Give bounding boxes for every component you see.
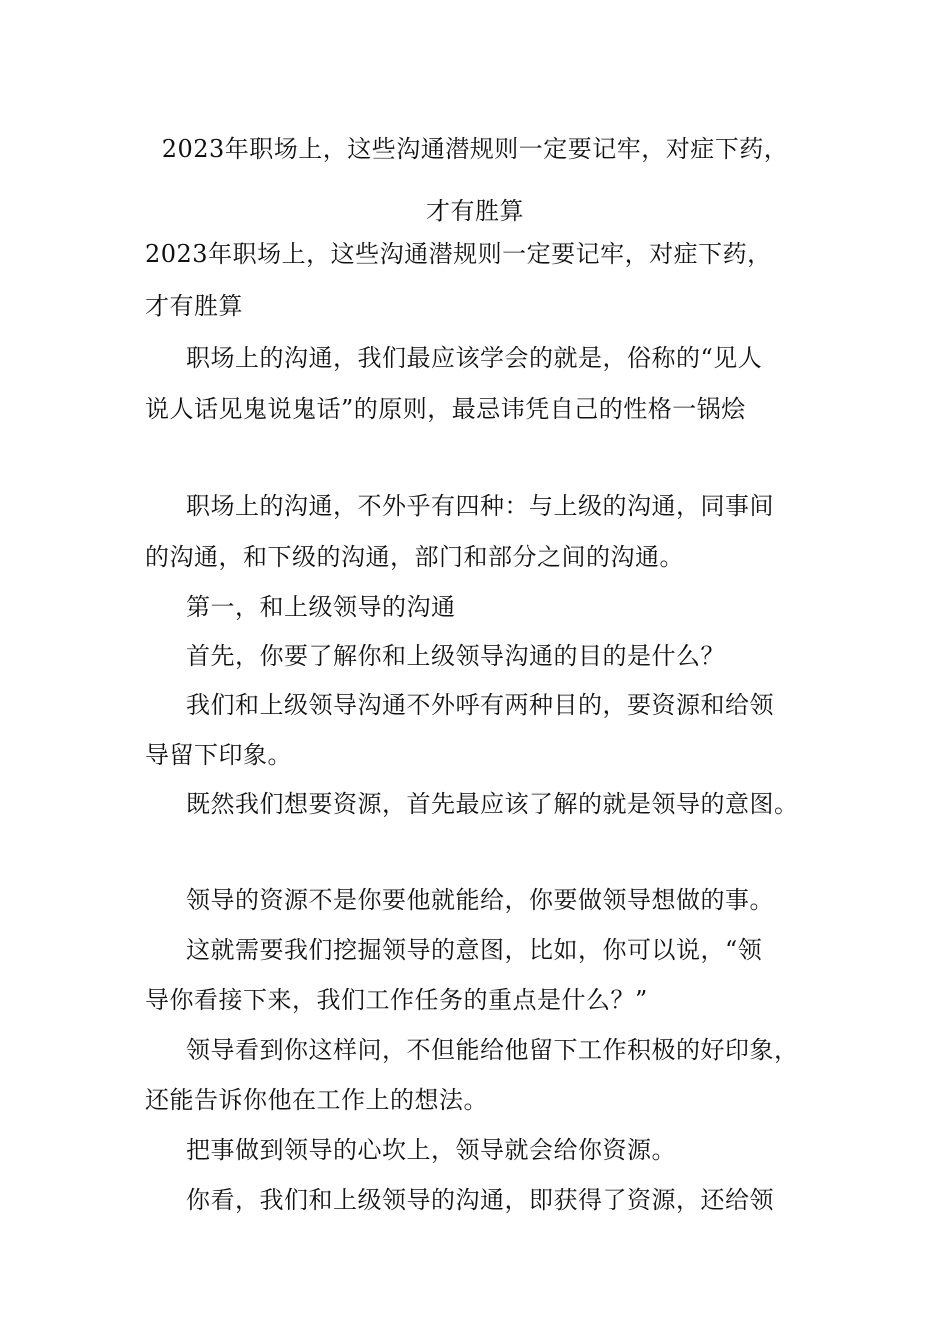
- paragraph-line: 首先，你要了解你和上级领导沟通的目的是什么？: [186, 642, 725, 670]
- paragraph-line: 说人话见鬼说鬼话”的原则，最忌讳凭自己的性格一锅烩: [145, 395, 746, 423]
- paragraph-line: 职场上的沟通，不外乎有四种：与上级的沟通，同事间: [186, 492, 774, 520]
- paragraph-line: 把事做到领导的心坎上，领导就会给你资源。: [186, 1136, 676, 1164]
- paragraph-line: 还能告诉你他在工作上的想法。: [145, 1086, 488, 1114]
- paragraph-line: 导你看接下来，我们工作任务的重点是什么？”: [145, 986, 648, 1014]
- paragraph-line: 的沟通，和下级的沟通，部门和部分之间的沟通。: [145, 543, 684, 571]
- paragraph-line: 职场上的沟通，我们最应该学会的就是，俗称的“见人: [186, 344, 763, 372]
- subtitle-line-2: 才有胜算: [145, 292, 243, 320]
- paragraph-line: 我们和上级领导沟通不外呼有两种目的，要资源和给领: [186, 691, 774, 719]
- paragraph-line: 你看，我们和上级领导的沟通，即获得了资源，还给领: [186, 1186, 774, 1214]
- title-line-2: 才有胜算: [426, 197, 524, 225]
- paragraph-line: 领导看到你这样问，不但能给他留下工作积极的好印象，: [186, 1036, 799, 1064]
- paragraph-line: 导留下印象。: [145, 741, 292, 769]
- paragraph-line: 领导的资源不是你要他就能给，你要做领导想做的事。: [186, 886, 774, 914]
- title-line-1: 2023年职场上，这些沟通潜规则一定要记牢，对症下药，: [161, 135, 789, 163]
- document-title: [100, 118, 850, 242]
- paragraph-line: 既然我们想要资源，首先最应该了解的就是领导的意图。: [186, 790, 799, 818]
- section-heading: 第一，和上级领导的沟通: [186, 593, 456, 621]
- paragraph-line: 这就需要我们挖掘领导的意图，比如，你可以说，“领: [186, 936, 763, 964]
- subtitle-line-1: 2023年职场上，这些沟通潜规则一定要记牢，对症下药，: [145, 240, 772, 268]
